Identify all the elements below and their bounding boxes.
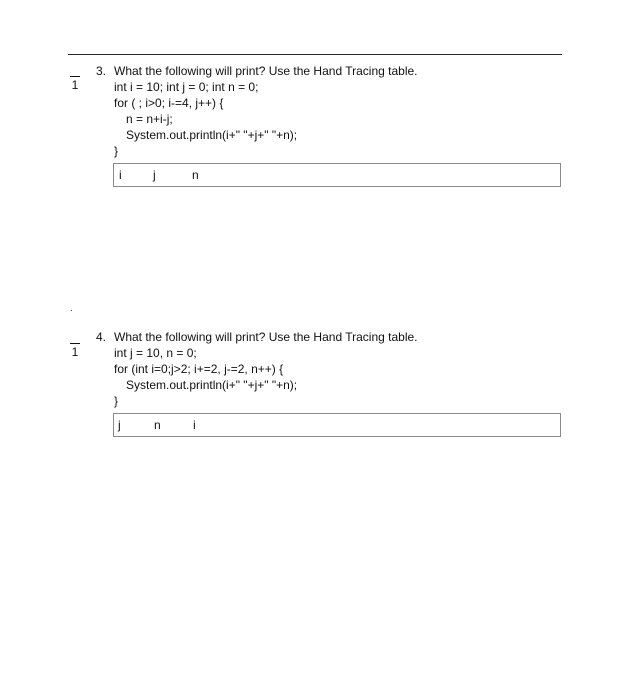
q3-trace-header-i: i <box>119 168 122 182</box>
q3-number: 3. <box>96 64 107 78</box>
q3-prompt: What the following will print? Use the Hand Tracing table. <box>114 64 418 78</box>
q3-score-denominator: 1 <box>71 78 79 92</box>
q3-code-line-2: for ( ; i>0; i-=4, j++) { <box>114 96 224 110</box>
q4-score-blank[interactable] <box>70 333 80 344</box>
separator-dot: . <box>70 303 73 314</box>
q4-prompt: What the following will print? Use the Hand Tracing table. <box>114 330 418 344</box>
q3-trace-header-n: n <box>192 168 199 182</box>
q3-score-blank[interactable] <box>70 66 80 77</box>
q3-code-line-1: int i = 10; int j = 0; int n = 0; <box>114 80 259 94</box>
q3-trace-table[interactable] <box>113 163 561 187</box>
q3-code-line-5: } <box>114 144 119 158</box>
q3-trace-header-j: j <box>153 168 156 182</box>
q4-trace-header-i: i <box>193 418 196 432</box>
q4-code-line-1: int j = 10, n = 0; <box>114 346 197 360</box>
q4-code-line-3: System.out.println(i+" "+j+" "+n); <box>126 378 298 392</box>
q4-number: 4. <box>96 330 107 344</box>
q4-code-line-4: } <box>114 394 119 408</box>
q3-score-field[interactable] <box>68 66 82 92</box>
q4-code-line-2: for (int i=0;j>2; i+=2, j-=2, n++) { <box>114 362 284 376</box>
q4-trace-table[interactable] <box>113 413 561 437</box>
q4-score-denominator: 1 <box>71 345 79 359</box>
q4-score-field[interactable] <box>68 333 82 359</box>
top-rule <box>68 54 562 55</box>
q3-code-line-3: n = n+i-j; <box>126 112 173 126</box>
q4-trace-header-n: n <box>154 418 161 432</box>
q4-trace-header-j: j <box>118 418 121 432</box>
q3-code-line-4: System.out.println(i+" "+j+" "+n); <box>126 128 298 142</box>
